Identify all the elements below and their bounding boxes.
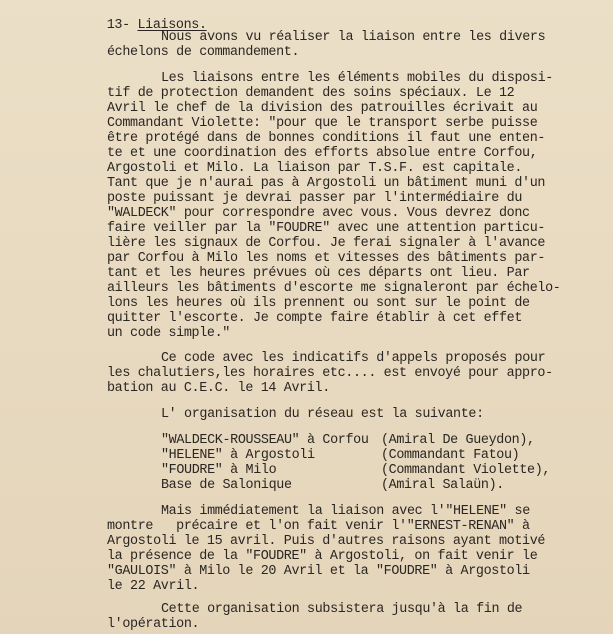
section-title: Liaisons.: [137, 18, 207, 33]
paragraph-3-line: les chalutiers,les horaires etc.... est envoyé pour appro-: [107, 366, 553, 381]
paragraph-2-line: te et une coordination des efforts absolue entre Corfou,: [107, 146, 538, 161]
paragraph-2-line: Tant que je n'aurai pas à Argostoli un bâtiment muni d'un: [107, 176, 546, 191]
paragraph-3-line: Ce code avec les indicatifs d'appels proposés pour: [161, 351, 546, 366]
network-ship-location: Base de Salonique: [161, 478, 292, 493]
paragraph-2-line: quitter l'escorte. Je compte faire établir à cet effet: [107, 311, 523, 326]
paragraph-2-line: lons les heures où ils prennent ou sont sur le point de: [107, 296, 530, 311]
section-number: 13-: [106, 18, 130, 33]
network-ship-location: "FOUDRE" à Milo: [161, 463, 277, 478]
network-commander: (Amiral Salaün).: [381, 478, 504, 493]
paragraph-2-line: Commandant Violette: "pour que le transport serbe puisse: [107, 116, 538, 131]
paragraph-4-line: L' organisation du réseau est la suivante:: [161, 407, 484, 422]
paragraph-2-line: ailleurs les bâtiments d'escorte me signaleront par échelo-: [107, 281, 561, 296]
paragraph-5-line: "GAULOIS" à Milo le 20 Avril et la "FOUDRE" à Argostoli: [107, 564, 530, 579]
paragraph-2-line: faire veiller par la "FOUDRE" avec une attention particu-: [107, 221, 546, 236]
paragraph-2-line: tant et les heures prévues où ces départs ont lieu. Par: [107, 266, 530, 281]
paragraph-5-line: montre précaire et l'on fait venir l'"ERNEST-RENAN" à: [107, 519, 530, 534]
paragraph-2-line: Les liaisons entre les éléments mobiles du disposi-: [161, 71, 553, 86]
paragraph-2-line: un code simple.": [107, 326, 230, 341]
paragraph-2-line: poste puissant je devrai passer par l'intermédiaire du: [107, 191, 523, 206]
network-ship-location: "WALDECK-ROUSSEAU" à Corfou: [161, 433, 369, 448]
network-commander: (Amiral De Gueydon),: [381, 433, 535, 448]
paragraph-2-line: "WALDECK" pour correspondre avec vous. Vous devrez donc: [107, 206, 530, 221]
paragraph-2-line: tif de protection demandent des soins spéciaux. Le 12: [107, 86, 515, 101]
paragraph-2-line: par Corfou à Milo les noms et vitesses des bâtiments par-: [107, 251, 546, 266]
paragraph-6-line: Cette organisation subsistera jusqu'à la fin de: [161, 602, 523, 617]
paragraph-2-line: Argostoli et Milo. La liaison par T.S.F. est capitale.: [107, 161, 523, 176]
paragraph-5-line: Mais immédiatement la liaison avec l'"HELENE" se: [161, 504, 530, 519]
paragraph-2-line: Avril le chef de la division des patrouilles écrivait au: [107, 101, 538, 116]
paragraph-1-line: Nous avons vu réaliser la liaison entre les divers: [161, 30, 546, 45]
paragraph-2-line: lière les signaux de Corfou. Je ferai signaler à l'avance: [107, 236, 546, 251]
paragraph-2-line: être protégé dans de bonnes conditions il faut une enten-: [107, 131, 546, 146]
paragraph-5-line: la présence de la "FOUDRE" à Argostoli, on fait venir le: [107, 549, 538, 564]
network-ship-location: "HELENE" à Argostoli: [161, 448, 315, 463]
network-commander: (Commandant Fatou): [381, 448, 520, 463]
paragraph-5-line: le 22 Avril.: [107, 579, 200, 594]
paragraph-6-line: l'opération.: [107, 617, 200, 632]
network-commander: (Commandant Violette),: [381, 463, 551, 478]
paragraph-3-line: bation au C.E.C. le 14 Avril.: [107, 381, 330, 396]
paragraph-5-line: Argostoli le 15 avril. Puis d'autres raisons ayant motivé: [107, 534, 546, 549]
paragraph-1-line: échelons de commandement.: [107, 45, 300, 60]
